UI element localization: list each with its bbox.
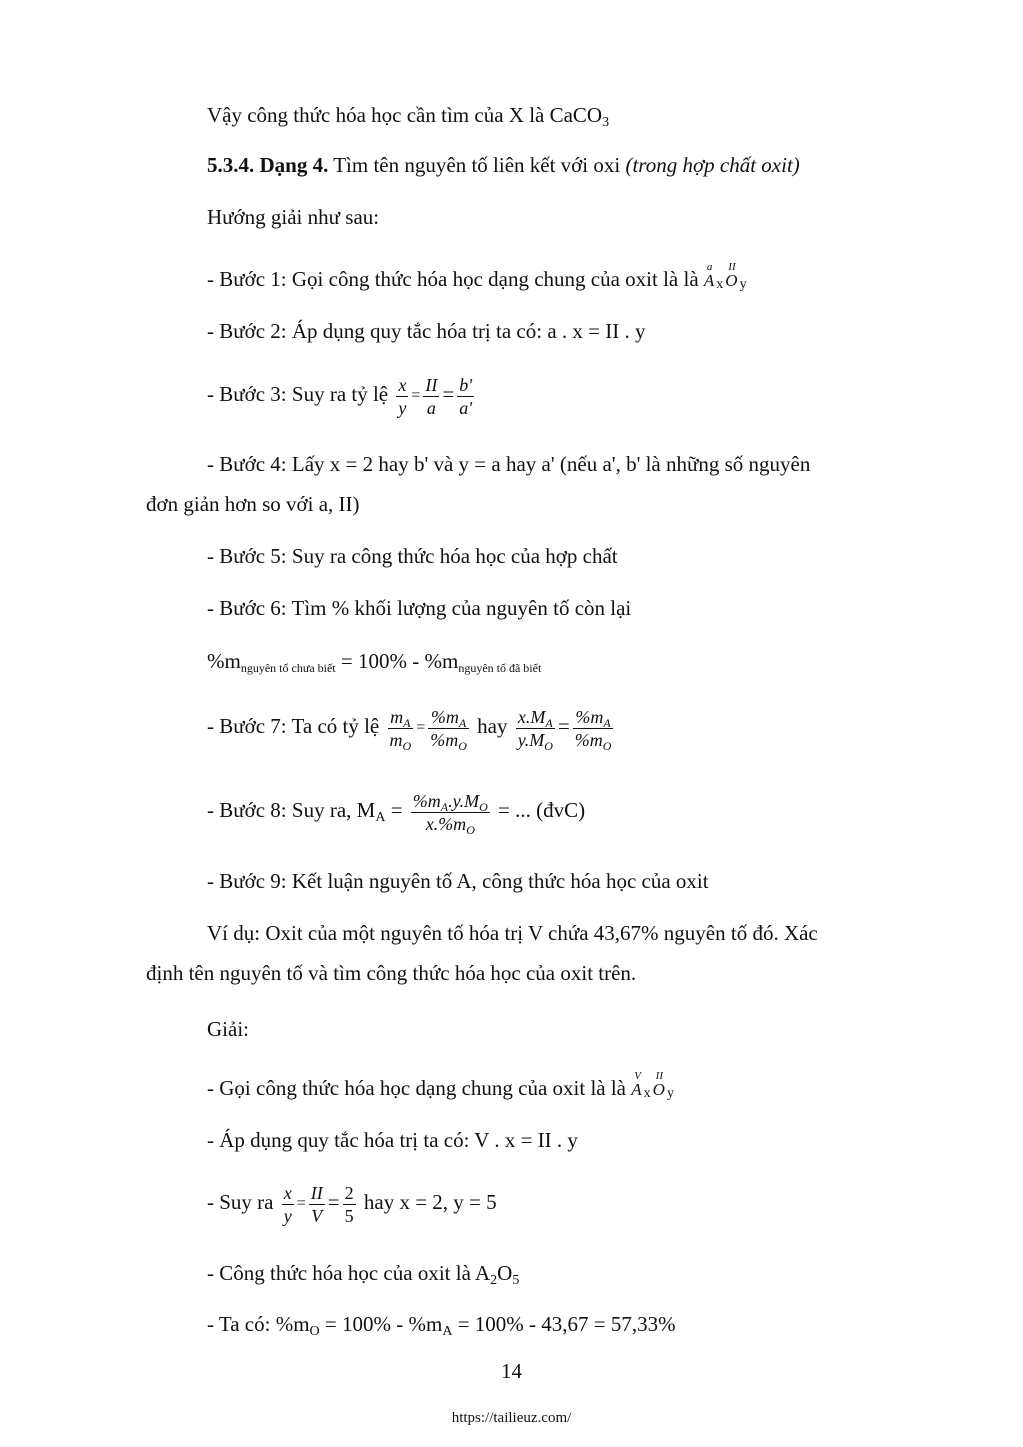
- step-text: - Bước 7: Ta có tỷ lệ: [207, 714, 380, 738]
- fraction-MA: [411, 790, 490, 835]
- step-text: - Bước 5: Suy ra công thức hóa học của hợp chất: [207, 544, 618, 568]
- step-text: đơn giản hơn so với a, II): [146, 492, 360, 516]
- subscript: O: [309, 1324, 320, 1339]
- denominator: [573, 729, 614, 751]
- m-symbol: %m: [412, 790, 441, 811]
- numerator: II: [425, 374, 438, 395]
- index-y: y: [666, 1086, 674, 1101]
- m-symbol: %m: [430, 729, 459, 750]
- equals-sign: =: [442, 382, 455, 406]
- page-number: 14: [501, 1359, 522, 1383]
- valence-O: [725, 261, 738, 294]
- step-text: - Ta có: %m: [207, 1312, 310, 1336]
- step-text: - Bước 9: Kết luận nguyên tố A, công thức hóa học của oxit: [207, 869, 709, 893]
- m-symbol: %m: [430, 706, 459, 727]
- solution-step-3: [207, 1176, 497, 1230]
- fraction-mA-mO: [388, 706, 414, 751]
- fraction-2-5: [343, 1182, 356, 1227]
- subscript: A: [440, 799, 449, 814]
- denominator: a': [459, 397, 473, 418]
- denominator: a: [426, 397, 436, 418]
- section-heading: [207, 152, 800, 178]
- text-span: = 100% - %m: [335, 649, 459, 673]
- equals-sign: =: [416, 719, 426, 737]
- equals-sign: =: [557, 714, 570, 738]
- text-span: định tên nguyên tố và tìm công thức hóa học của oxit trên.: [146, 961, 637, 985]
- m-symbol: m: [390, 706, 404, 727]
- denominator: 5: [344, 1205, 354, 1226]
- denominator: V: [311, 1205, 323, 1226]
- solution-step-1: [207, 1070, 674, 1107]
- footer-url[interactable]: https://tailieuz.com/: [451, 1410, 572, 1426]
- m-symbol: %m: [575, 706, 604, 727]
- solution-step-2: [207, 1127, 578, 1153]
- step-9: [207, 868, 709, 894]
- numerator: [573, 706, 612, 728]
- valence-A: [631, 1070, 642, 1103]
- subscript: A: [603, 715, 611, 730]
- valence-O: [652, 1070, 665, 1103]
- denominator: y: [283, 1205, 292, 1226]
- m-symbol: .y.M: [448, 790, 480, 811]
- subscript: O: [458, 738, 467, 753]
- subscript: nguyên tố chưa biết: [240, 661, 336, 675]
- example-line-1: [207, 920, 818, 946]
- denominator: [388, 729, 414, 751]
- step-text: - Bước 6: Tìm % khối lượng của nguyên tố còn lại: [207, 596, 632, 620]
- numerator: [388, 706, 412, 728]
- step-7: [207, 700, 616, 754]
- fraction-pmA-pmO: [428, 706, 469, 751]
- subscript: A: [375, 810, 386, 825]
- solution-step-4: [207, 1260, 519, 1286]
- subscript: O: [479, 799, 488, 814]
- subscript: 5: [512, 1273, 520, 1288]
- index-x: x: [643, 1086, 651, 1101]
- valence-label: V: [634, 1070, 641, 1082]
- fraction-x-y: [396, 374, 408, 419]
- denominator: [424, 813, 477, 835]
- valence-label: a: [706, 261, 713, 273]
- step-4-cont: [146, 491, 360, 517]
- formula-AxOy: [703, 261, 747, 298]
- solution-label: [207, 1016, 249, 1042]
- subscript: nguyên tố đã biết: [458, 661, 542, 675]
- equals-sign: =: [411, 387, 421, 405]
- fraction-pmA-pmO-2: [573, 706, 614, 751]
- subscript: O: [544, 738, 553, 753]
- step-text: = 100% - %m: [319, 1312, 443, 1336]
- text-line: [207, 102, 609, 128]
- step-6: [207, 595, 631, 621]
- fraction-b-a: [457, 374, 474, 419]
- m-symbol: y.M: [517, 729, 545, 750]
- fraction-xMA-yMO: [516, 706, 555, 751]
- numerator: 2: [344, 1182, 354, 1203]
- heading-italic: (trong hợp chất oxit): [625, 153, 800, 177]
- step-text: - Công thức hóa học của oxit là A: [207, 1261, 491, 1285]
- text-span: Vậy công thức hóa học cần tìm của X là CaCO: [207, 103, 603, 127]
- numerator: x: [398, 374, 407, 395]
- subscript: O: [466, 822, 475, 837]
- example-line-2: [146, 960, 636, 986]
- m-symbol: x.M: [517, 706, 546, 727]
- step-text: - Bước 1: Gọi công thức hóa học dạng chung của oxit là là: [207, 267, 699, 291]
- element-symbol: A: [703, 271, 715, 290]
- numerator: [429, 706, 468, 728]
- numerator: [411, 790, 490, 812]
- subscript: O: [402, 738, 412, 753]
- step-text: - Suy ra: [207, 1190, 274, 1214]
- step-4: [207, 451, 810, 477]
- index-y: y: [739, 277, 747, 292]
- fraction-x-y: [282, 1182, 294, 1227]
- heading-number: 5.3.4. Dạng 4.: [207, 153, 329, 177]
- step-8: [207, 784, 585, 836]
- percent-formula: [207, 648, 541, 674]
- step-text: - Gọi công thức hóa học dạng chung của oxit là là: [207, 1076, 627, 1100]
- step-text: - Bước 2: Áp dụng quy tắc hóa trị ta có: a . x = II . y: [207, 319, 646, 343]
- solution-step-5: [207, 1311, 676, 1337]
- equals-sign: =: [327, 1190, 340, 1214]
- denominator: [516, 729, 555, 751]
- step-text: = ... (đvC): [498, 798, 586, 822]
- valence-label: II: [655, 1070, 663, 1082]
- subscript: 2: [490, 1273, 498, 1288]
- m-symbol: m: [389, 729, 403, 750]
- step-2: [207, 318, 645, 344]
- step-text: - Áp dụng quy tắc hóa trị ta có: V . x = II . y: [207, 1128, 578, 1152]
- hay-text: hay: [477, 714, 508, 738]
- index-x: x: [716, 277, 724, 292]
- element-symbol: O: [652, 1080, 665, 1099]
- subscript: 3: [602, 115, 610, 130]
- text-span: Hướng giải như sau:: [207, 205, 380, 229]
- step-text: - Bước 8: Suy ra, M: [207, 798, 376, 822]
- valence-A: [703, 261, 715, 294]
- equals-sign: =: [385, 798, 403, 822]
- text-span: %m: [207, 649, 241, 673]
- numerator: II: [310, 1182, 323, 1203]
- step-3: [207, 370, 477, 420]
- step-text: - Bước 3: Suy ra tỷ lệ: [207, 382, 389, 406]
- text-line: [207, 204, 379, 230]
- element-symbol: O: [725, 271, 738, 290]
- formula-AxOy: [631, 1070, 674, 1107]
- text-span: O: [497, 1261, 513, 1285]
- subscript: A: [442, 1324, 453, 1339]
- denominator: [428, 729, 469, 751]
- step-text: = 100% - 43,67 = 57,33%: [452, 1312, 676, 1336]
- step-5: [207, 543, 618, 569]
- numerator: x: [283, 1182, 292, 1203]
- m-symbol: x.%m: [425, 813, 467, 834]
- text-span: Ví dụ: Oxit của một nguyên tố hóa trị V chứa 43,67% nguyên tố đó. Xác: [207, 921, 818, 945]
- element-symbol: A: [631, 1080, 642, 1099]
- step-text: - Bước 4: Lấy x = 2 hay b' và y = a hay a' (nếu a', b' là những số nguyên: [207, 452, 811, 476]
- m-symbol: %m: [574, 729, 603, 750]
- text-span: Giải:: [207, 1017, 249, 1041]
- subscript: A: [458, 715, 467, 730]
- fraction-II-a: [423, 374, 439, 419]
- subscript: O: [602, 738, 612, 753]
- subscript: A: [545, 715, 553, 730]
- heading-text: Tìm tên nguyên tố liên kết với oxi: [328, 153, 626, 177]
- numerator: b': [459, 374, 473, 395]
- subscript: A: [403, 715, 411, 730]
- valence-label: II: [728, 261, 736, 273]
- numerator: [516, 706, 555, 728]
- fraction-II-V: [309, 1182, 325, 1227]
- equals-sign: =: [296, 1195, 306, 1213]
- step-text: hay x = 2, y = 5: [363, 1190, 497, 1214]
- step-1: [207, 261, 747, 298]
- denominator: y: [398, 397, 407, 418]
